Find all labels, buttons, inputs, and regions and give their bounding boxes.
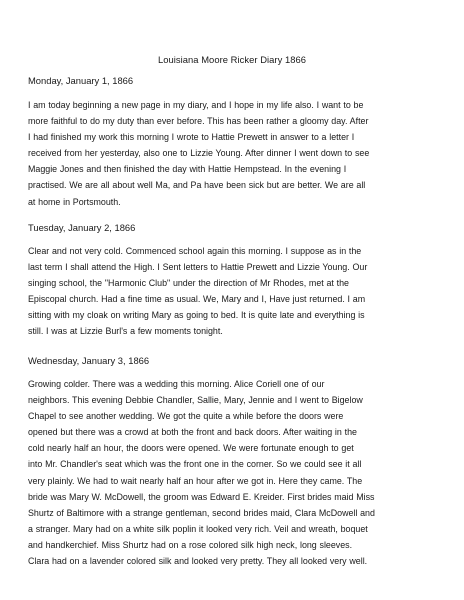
entry-text-line: Shurtz of Baltimore with a strange gentleman, second brides maid, Clara McDowell and bbox=[28, 507, 375, 518]
entry-body bbox=[28, 243, 438, 340]
entry-text-line: last term I shall attend the High. I Sent letters to Hattie Prewett and Lizzie Young. Our bbox=[28, 262, 368, 273]
entry-text-line: singing school, the "Harmonic Club" under the direction of Mr Rhodes, met at the bbox=[28, 278, 349, 289]
entry-text-line: sitting with my cloak on writing Mary as going to bed. It is quite late and everything is bbox=[28, 310, 365, 321]
entry-text-line: cold nearly half an hour, the doors were opened. We were fortunate enough to get bbox=[28, 443, 354, 454]
entry-text-line: practised. We are all about well Ma, and Pa have been sick but are better. We are all bbox=[28, 180, 366, 191]
entry-text-line: very plainly. We had to wait nearly half an hour after we got in. Here they came. The bbox=[28, 475, 363, 486]
entry-text-line: into Mr. Chandler's seat which was the front one in the corner. So we could see it all bbox=[28, 459, 362, 470]
entry-text-line: I had finished my work this morning I wrote to Hattie Prewett in answer to a letter I bbox=[28, 132, 355, 143]
document-title: Louisiana Moore Ricker Diary 1866 bbox=[157, 54, 307, 65]
entry-date: Monday, January 1, 1866 bbox=[28, 75, 134, 86]
entry-text-line: opened but there was a crowd at both the front and back doors. After waiting in the bbox=[28, 427, 357, 438]
entry-text-line: still. I was at Lizzie Burl's a few moments tonight. bbox=[28, 326, 223, 337]
entry-body bbox=[28, 97, 438, 210]
entry-text-line: Maggie Jones and then finished the day with Hattie Hempstead. In the evening I bbox=[28, 164, 347, 175]
entry-text-line: Clara had on a lavender colored silk and looked very pretty. They all looked very well. bbox=[28, 556, 368, 567]
entry-text-line: more faithful to do my duty than ever before. This has been rather a gloomy day. After bbox=[28, 116, 369, 127]
entry-text-line: Episcopal church. Had a fine time as usual. We, Mary and I, Have just returned. I am bbox=[28, 294, 366, 305]
entry-text-line: Growing colder. There was a wedding this morning. Alice Coriell one of our bbox=[28, 379, 325, 389]
entry-date: Wednesday, January 3, 1866 bbox=[28, 355, 150, 366]
entry-text-line: Chapel to see another wedding. We got the quite a while before the doors were bbox=[28, 411, 344, 422]
entry-text-line: neighbors. This evening Debbie Chandler, Sallie, Mary, Jennie and I went to Bigelow bbox=[28, 395, 363, 406]
entry-text-line: a stranger. Mary had on a white silk poplin it looked very rich. Veil and wreath, boquet bbox=[28, 523, 368, 534]
entry-text-line: at home in Portsmouth. bbox=[28, 196, 121, 207]
entry-text-line: Clear and not very cold. Commenced school again this morning. I suppose as in the bbox=[28, 246, 362, 256]
entry-text-line: bride was Mary W. McDowell, the groom was Edward E. Kreider. First brides maid Miss bbox=[28, 491, 375, 502]
entry-text-line: received from her yesterday, also one to Lizzie Young. After dinner I went down to see bbox=[28, 148, 370, 159]
entry-date: Tuesday, January 2, 1866 bbox=[28, 222, 136, 233]
entry-body bbox=[28, 376, 438, 569]
entry-text-line: and handkerchief. Miss Shurtz had on a rose colored silk high neck, long sleeves. bbox=[28, 539, 353, 550]
entry-text-line: I am today beginning a new page in my diary, and I hope in my life also. I want to be bbox=[28, 100, 364, 110]
